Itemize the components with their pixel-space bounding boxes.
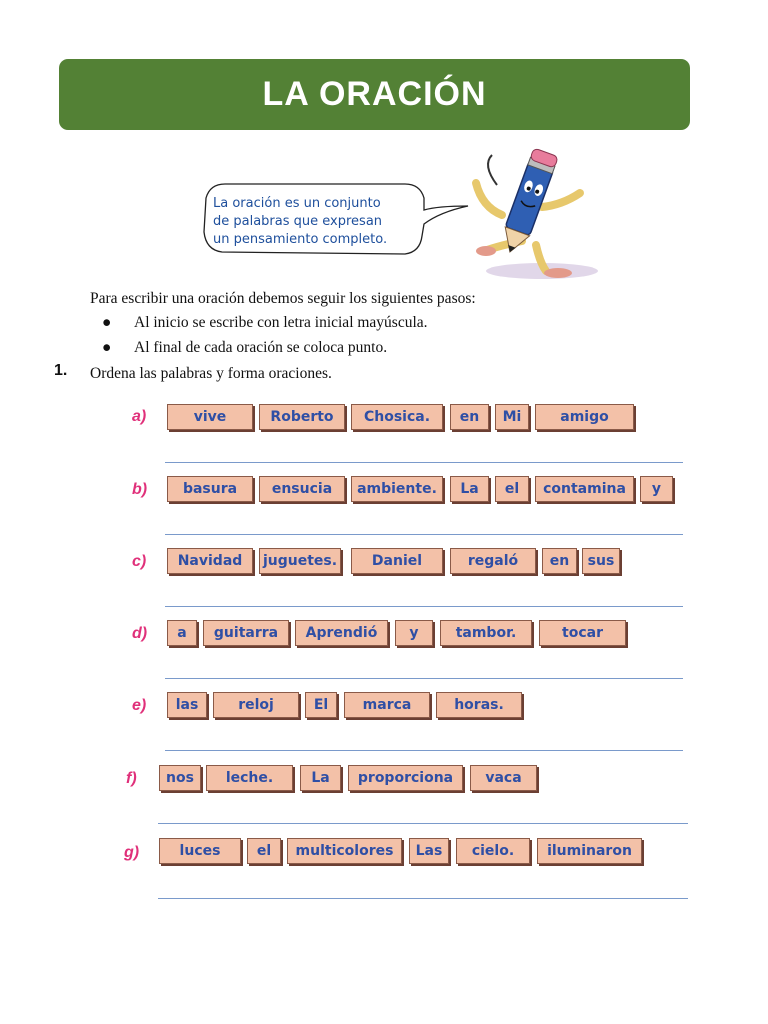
- word-tile[interactable]: Aprendió: [295, 620, 388, 646]
- row-label: c): [132, 553, 147, 570]
- answer-line[interactable]: [165, 678, 683, 679]
- word-tile[interactable]: luces: [159, 838, 241, 864]
- word-tile[interactable]: marca: [344, 692, 430, 718]
- word-tile[interactable]: juguetes.: [259, 548, 341, 574]
- answer-line[interactable]: [158, 823, 688, 824]
- bullet-dot-icon: ●: [102, 339, 112, 356]
- word-tile[interactable]: El: [305, 692, 337, 718]
- exercise-number: 1.: [54, 362, 68, 379]
- word-tile[interactable]: nos: [159, 765, 201, 791]
- word-tile[interactable]: el: [495, 476, 529, 502]
- word-tile[interactable]: en: [450, 404, 489, 430]
- bubble-line: un pensamiento completo.: [213, 232, 388, 247]
- word-tile[interactable]: basura: [167, 476, 253, 502]
- word-tile[interactable]: sus: [582, 548, 620, 574]
- word-tile[interactable]: La: [450, 476, 489, 502]
- word-tile[interactable]: a: [167, 620, 197, 646]
- word-tile[interactable]: las: [167, 692, 207, 718]
- row-label: e): [132, 697, 147, 714]
- word-tile[interactable]: y: [395, 620, 433, 646]
- exercise-instruction: Ordena las palabras y forma oraciones.: [90, 365, 332, 382]
- bubble-line: La oración es un conjunto: [213, 196, 381, 211]
- bullet-text: Al final de cada oración se coloca punto.: [134, 339, 388, 356]
- row-label: d): [132, 625, 148, 642]
- pencil-mascot-illustration: [462, 145, 612, 285]
- word-tile[interactable]: en: [542, 548, 577, 574]
- word-tile[interactable]: vaca: [470, 765, 537, 791]
- answer-line[interactable]: [165, 750, 683, 751]
- page-title: LA ORACIÓN: [262, 75, 487, 113]
- word-tile[interactable]: y: [640, 476, 673, 502]
- word-tile[interactable]: guitarra: [203, 620, 289, 646]
- word-tile[interactable]: proporciona: [348, 765, 463, 791]
- word-tile[interactable]: Chosica.: [351, 404, 443, 430]
- word-tile[interactable]: cielo.: [456, 838, 530, 864]
- bullet-text: Al inicio se escribe con letra inicial mayúscula.: [134, 314, 428, 331]
- row-label: f): [126, 770, 137, 787]
- word-tile[interactable]: Roberto: [259, 404, 345, 430]
- word-tile[interactable]: Daniel: [351, 548, 443, 574]
- word-tile[interactable]: horas.: [436, 692, 522, 718]
- answer-line[interactable]: [165, 534, 683, 535]
- word-tile[interactable]: reloj: [213, 692, 299, 718]
- word-tile[interactable]: Mi: [495, 404, 529, 430]
- answer-line[interactable]: [165, 462, 683, 463]
- word-tile[interactable]: el: [247, 838, 281, 864]
- word-tile[interactable]: multicolores: [287, 838, 402, 864]
- bullet-item: [102, 314, 428, 332]
- bullet-dot-icon: ●: [102, 314, 112, 331]
- word-tile[interactable]: contamina: [535, 476, 634, 502]
- row-label: a): [132, 408, 147, 425]
- word-tile[interactable]: leche.: [206, 765, 293, 791]
- row-label: b): [132, 481, 148, 498]
- speech-bubble-text: [213, 195, 423, 249]
- word-tile[interactable]: La: [300, 765, 341, 791]
- word-tile[interactable]: tocar: [539, 620, 626, 646]
- answer-line[interactable]: [165, 606, 683, 607]
- steps-intro: Para escribir una oración debemos seguir los siguientes pasos:: [90, 290, 476, 307]
- word-tile[interactable]: iluminaron: [537, 838, 642, 864]
- word-tile[interactable]: ensucia: [259, 476, 345, 502]
- word-tile[interactable]: Las: [409, 838, 449, 864]
- row-label: g): [124, 844, 140, 861]
- word-tile[interactable]: ambiente.: [351, 476, 443, 502]
- word-tile[interactable]: Navidad: [167, 548, 253, 574]
- word-tile[interactable]: vive: [167, 404, 253, 430]
- word-tile[interactable]: regaló: [450, 548, 536, 574]
- word-tile[interactable]: amigo: [535, 404, 634, 430]
- bullet-item: [102, 339, 387, 357]
- bubble-line: de palabras que expresan: [213, 214, 383, 229]
- word-tile[interactable]: tambor.: [440, 620, 532, 646]
- answer-line[interactable]: [158, 898, 688, 899]
